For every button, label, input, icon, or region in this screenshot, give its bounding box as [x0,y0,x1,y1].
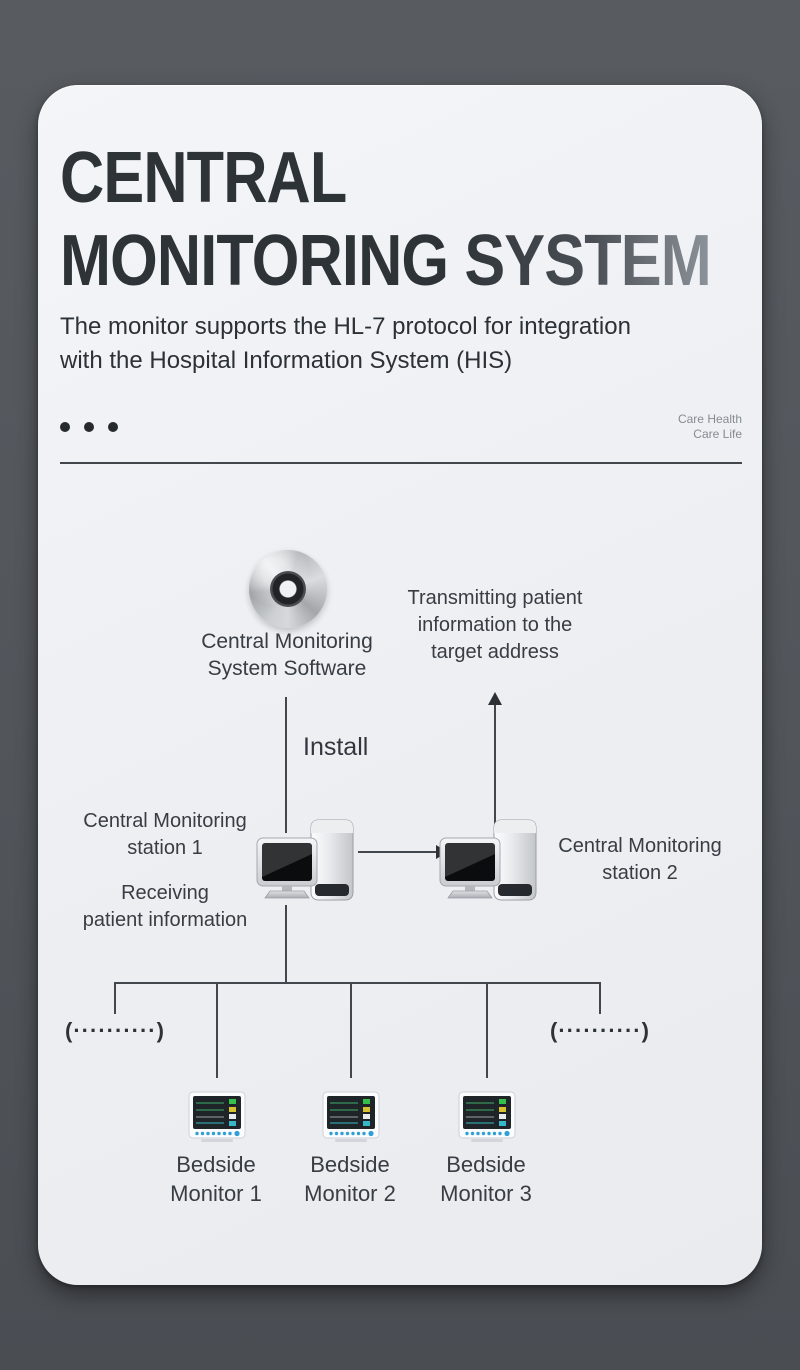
station1-downlink-line [285,905,287,983]
transmit-label: Transmitting patient information to the target address [407,587,583,663]
bedside-monitor-icon [458,1091,516,1143]
arrow-up-icon [488,692,502,705]
bedside-monitor-label: Bedside Monitor 2 [304,1152,396,1206]
decorative-dots [60,422,118,432]
bedside-monitor-label: Bedside Monitor 1 [170,1152,262,1206]
station-link-line [358,851,436,853]
bus-line [114,982,600,984]
page-title-line1: CENTRAL [60,138,347,218]
more-monitors-left: (··········) [65,1018,165,1043]
workstation-icon [255,818,359,906]
bedside-monitor-icon [188,1091,246,1143]
station2-label: Central Monitoring station 2 [558,835,722,884]
station1-receiving-label: Receiving patient information [82,882,248,931]
branch-line [486,982,488,1078]
install-line [285,697,287,833]
branch-line [216,982,218,1078]
more-monitors-right: (··········) [550,1018,650,1043]
header-divider [60,462,742,464]
brand-slogan: Care Health Care Life [677,412,742,441]
page-subtitle: The monitor supports the HL-7 protocol for integration with the Hospital Information System (HIS) [60,313,631,374]
branch-line [114,982,116,1014]
workstation-icon [438,818,542,906]
branch-line [599,982,601,1014]
install-label: Install [303,733,369,761]
software-label: Central Monitoring System Software [201,630,373,680]
station1-label: Central Monitoring station 1 [83,810,247,859]
bedside-monitor-icon [322,1091,380,1143]
branch-line [350,982,352,1078]
software-cd-icon [249,550,327,628]
page-title-line2: MONITORING SYSTEM [60,221,711,301]
bedside-monitor-label: Bedside Monitor 3 [440,1152,532,1206]
